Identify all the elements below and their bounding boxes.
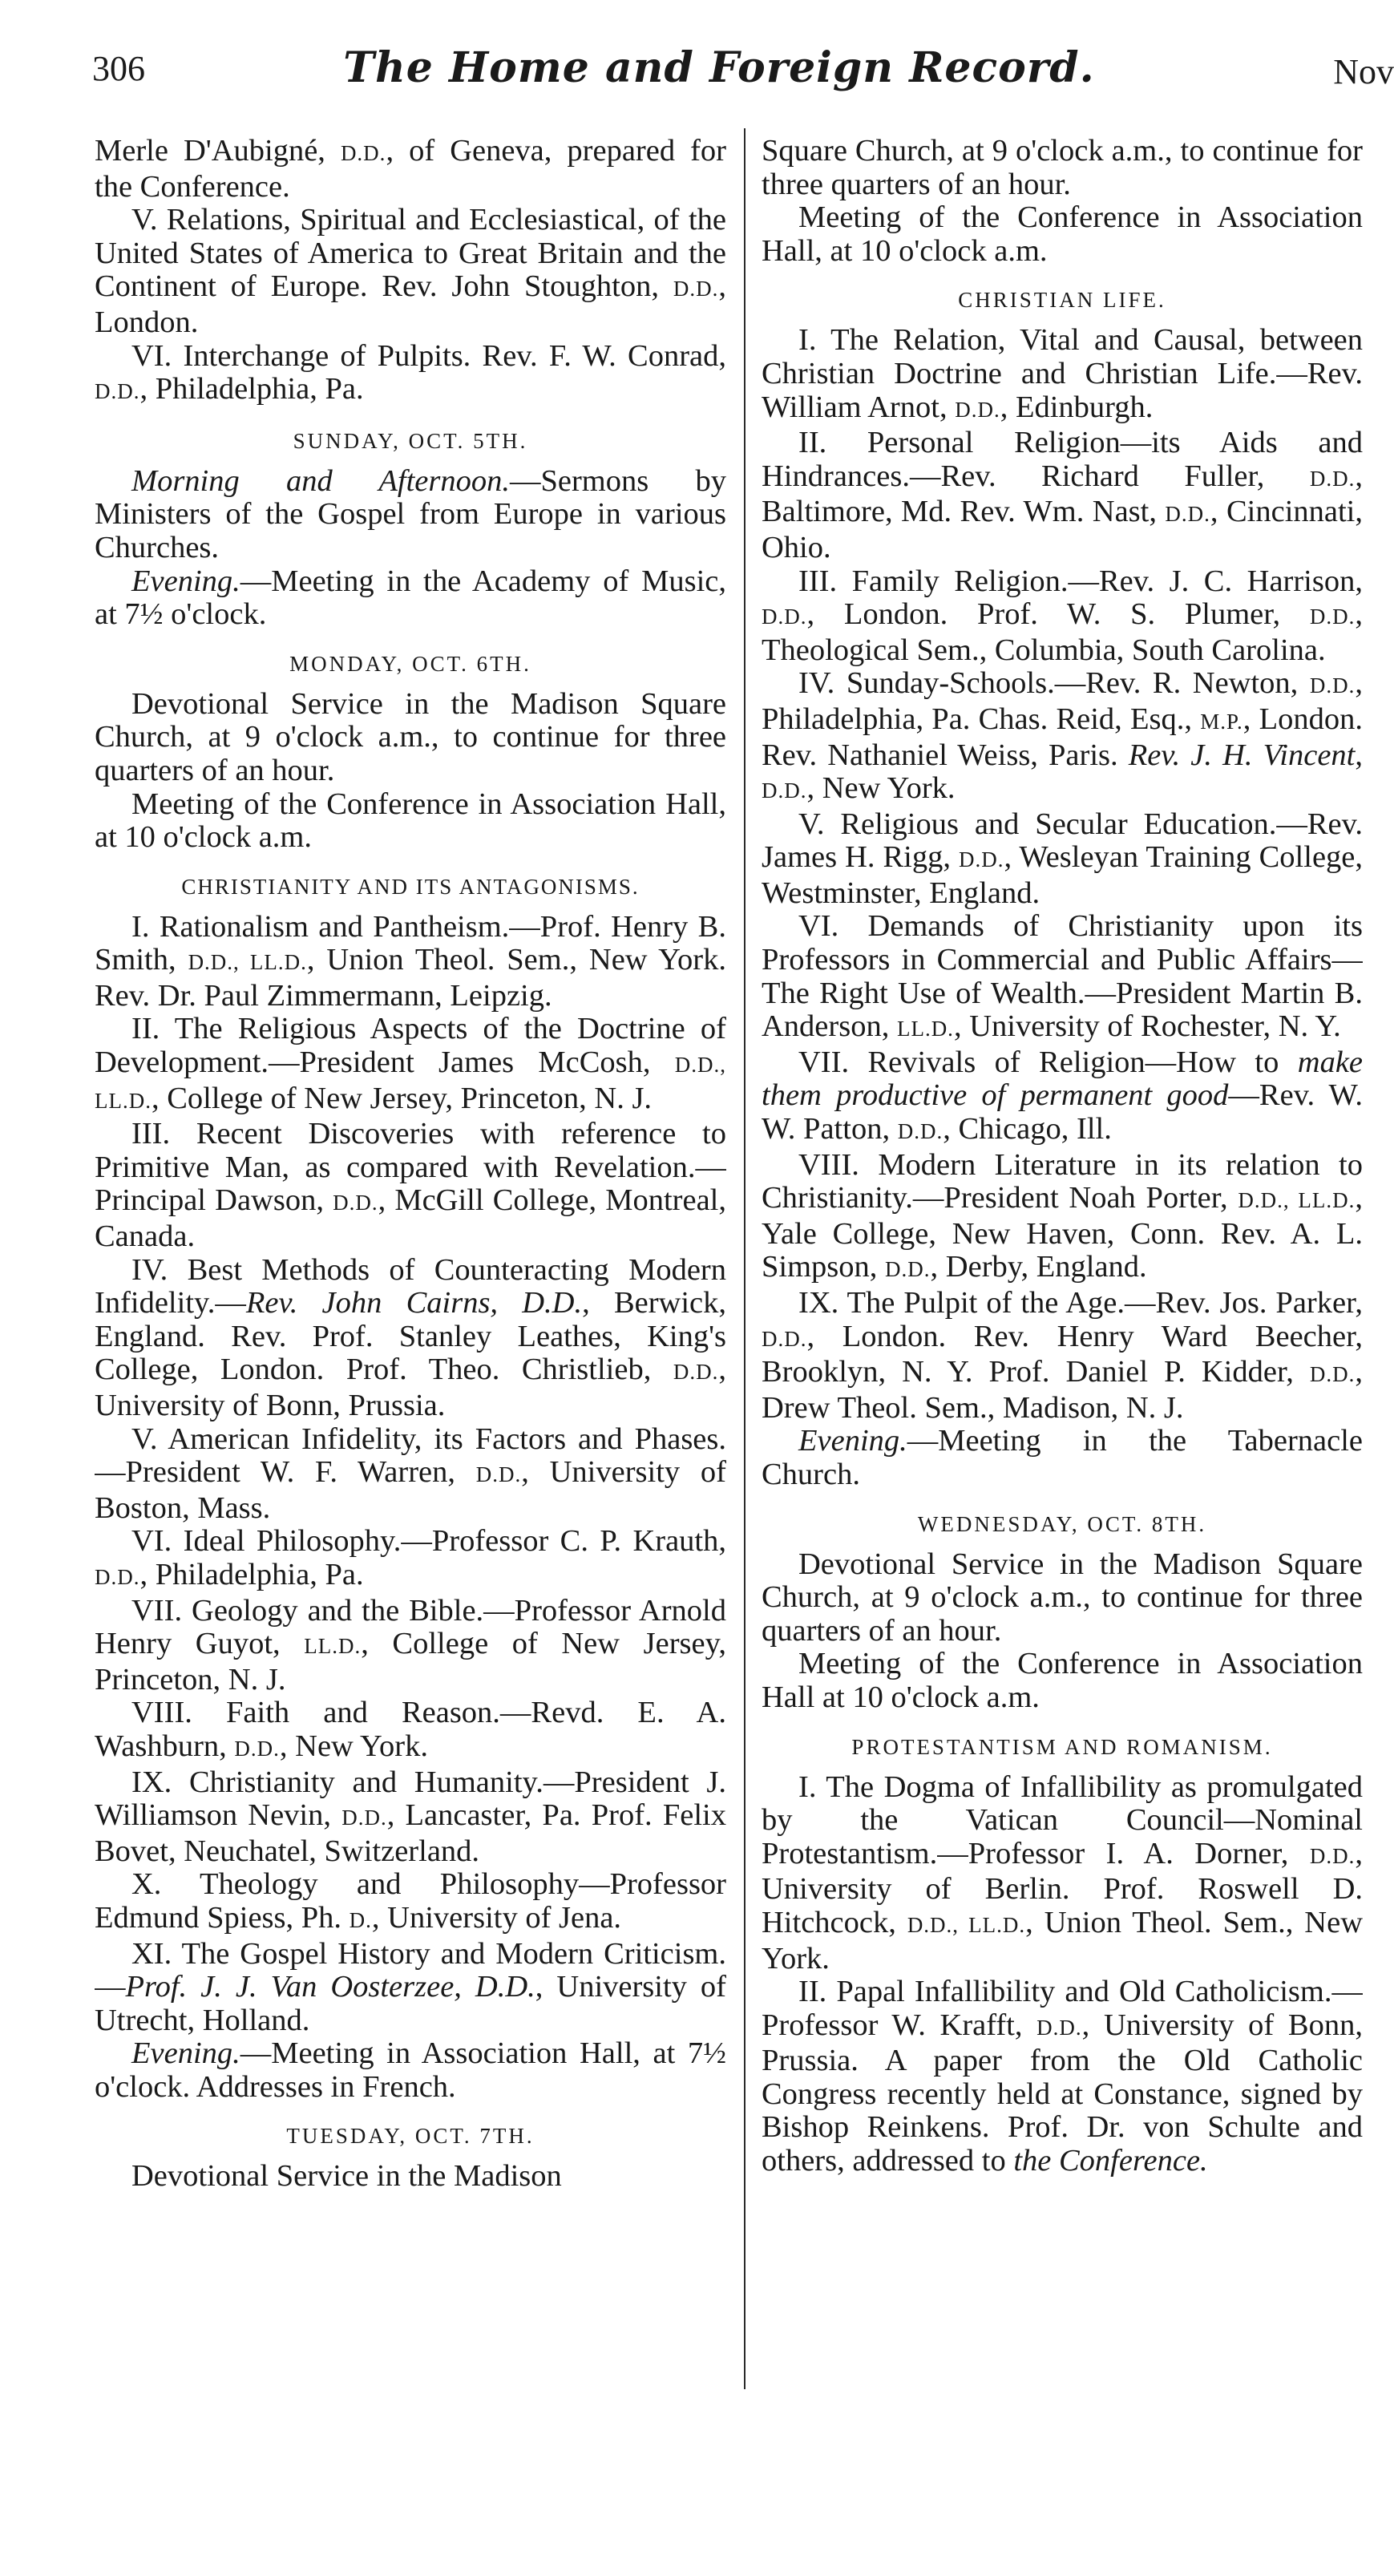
text-run: , New York. (806, 771, 956, 806)
paragraph (95, 565, 726, 632)
paragraph (762, 1425, 1363, 1491)
text-run: II. Papal Infallibility and Old Catholicism.—Professor W. Krafft, (762, 1975, 1363, 2042)
continued-paragraph (95, 135, 726, 204)
text-run: VII. Geology and the Bible.—Professor Arnold Henry Guyot, (95, 1593, 726, 1661)
right-column (762, 135, 1363, 2396)
text-run: , Wesleyan Training College, Westminster, England. (762, 840, 1363, 910)
text-run: III. Recent Discoveries with reference to Primitive Man, as compared with Revelation.—Principal Dawson, (95, 1117, 726, 1218)
text-run: III. Family Religion.—Rev. J. C. Harrison, (798, 564, 1363, 598)
text-run: —Meeting in the Tabernacle Church. (762, 1424, 1363, 1491)
text-run: —Sermons by Ministers of the Gospel from Europe in various Churches. (95, 463, 726, 564)
italic-text: Evening. (798, 1424, 907, 1458)
degree-abbrev: D.D., LL.D. (188, 950, 307, 975)
text-run: VIII. Modern Literature in its relation to Christianity.—President Noah Porter, (762, 1147, 1363, 1215)
running-month: Nov (1333, 52, 1394, 91)
paragraph (95, 204, 726, 339)
degree-abbrev: D.D. (885, 1257, 931, 1282)
paragraph (95, 1696, 726, 1765)
paragraph (95, 1423, 726, 1526)
text-run: , London. Rev. Henry Ward Beecher, Brooklyn, N. Y. Prof. Daniel P. Kidder, (762, 1319, 1363, 1389)
page-header (92, 43, 1394, 112)
degree-abbrev: D.D. (897, 1119, 943, 1144)
text-run: —Meeting in the Academy of Music, at 7½ o'clock. (95, 564, 726, 632)
degree-abbrev: D.D. (1309, 1362, 1356, 1387)
degree-abbrev: D.D., LL.D. (907, 1912, 1026, 1937)
paragraph (762, 1771, 1363, 1976)
text-run: XI. The Gospel History and Modern Criticism.— (95, 1936, 726, 2004)
text-run: , College of New Jersey, Princeton, N. J. (151, 1081, 653, 1115)
text-run: VI. Ideal Philosophy.—Professor C. P. Krauth, (131, 1524, 726, 1559)
text-run: I. Rationalism and Pantheism.—Prof. Henry B. Smith, (95, 909, 726, 977)
paragraph (95, 1868, 726, 1937)
text-run: IX. Christianity and Humanity.—President J. Williamson Nevin, (95, 1765, 726, 1833)
paragraph (95, 1118, 726, 1253)
degree-abbrev: D. (349, 1907, 372, 1932)
text-run: , London. (95, 269, 726, 339)
paragraph (762, 1548, 1363, 1648)
italic-text: Prof. J. J. Van Oosterzee, D.D. (125, 1970, 535, 2004)
text-run: , Theological Sem., Columbia, South Carolina. (762, 597, 1363, 667)
text-run: Meeting of the Conference in Association Hall at 10 o'clock a.m. (762, 1647, 1363, 1714)
paragraph (95, 1013, 726, 1118)
degree-abbrev: D.D. (762, 1326, 807, 1351)
text-run: , Philadelphia, Pa. Chas. Reid, Esq., (762, 666, 1363, 736)
text-run: , College of New Jersey, Princeton, N. J. (95, 1627, 726, 1696)
text-run: , University of Bonn, Prussia. (95, 1353, 726, 1422)
degree-abbrev: D.D. (1309, 1843, 1356, 1868)
degree-abbrev: D.D. (1309, 466, 1356, 491)
degree-abbrev: D.D. (955, 397, 1000, 422)
degree-abbrev: D.D. (1036, 2015, 1082, 2040)
paragraph (95, 340, 726, 409)
text-run: VII. Revivals of Religion—How to (798, 1045, 1298, 1079)
text-run: , University of Berlin. Prof. Roswell D. Hitchcock, (762, 1836, 1363, 1939)
degree-abbrev: M.P. (1200, 709, 1243, 734)
degree-abbrev: D.D. (340, 141, 386, 165)
text-run: , Philadelphia, Pa. (139, 372, 364, 406)
italic-text: Rev. John Cairns, D.D. (245, 1286, 583, 1320)
italic-text: the Conference. (1013, 2144, 1208, 2178)
page-number: 306 (92, 49, 145, 88)
paragraph (762, 201, 1363, 268)
paragraph (95, 911, 726, 1013)
text-run: , Union Theol. Sem., New York. Rev. Dr. Paul Zimmermann, Leipzig. (95, 943, 726, 1013)
degree-abbrev: D.D. (959, 847, 1004, 872)
degree-abbrev: D.D. (95, 379, 140, 404)
text-run: , London. Rev. Nathaniel Weiss, Paris. (762, 702, 1363, 772)
text-run: VI. Demands of Christianity upon its Professors in Commercial and Public Affairs—The Right Use of Wealth.—President Martin B. Anderson, (762, 909, 1363, 1044)
running-title: The Home and Foreign Record. (343, 43, 1095, 92)
text-run: , University of Utrecht, Holland. (95, 1970, 726, 2037)
text-run: , Yale College, New Haven, Conn. Rev. A. L. Simpson, (762, 1181, 1363, 1284)
text-run: Devotional Service in the Madison (131, 2159, 562, 2194)
text-run: V. American Infidelity, its Factors and Phases.—President W. F. Warren, (95, 1421, 726, 1490)
paragraph (762, 667, 1363, 807)
paragraph (95, 1525, 726, 1594)
text-run: I. The Dogma of Infallibility as promulgated by the Vatican Council—Nominal Protestantism. (762, 1769, 1363, 1870)
section-heading: CHRISTIAN LIFE. (958, 288, 1166, 313)
left-column (95, 135, 726, 2396)
text-run: , of Geneva, prepared for the Conference. (95, 135, 726, 204)
text-run: , Baltimore, Md. Rev. Wm. Nast, (762, 459, 1363, 529)
degree-abbrev: D.D. (673, 277, 719, 301)
text-run: —Professor I. A. Dorner, (937, 1836, 1310, 1870)
text-run: Devotional Service in the Madison Square Church, at 9 o'clock a.m., to continue for three quarters of an hour. (762, 1547, 1363, 1648)
text-run: , Lancaster, Pa. Prof. Felix Bovet, Neuchatel, Switzerland. (95, 1798, 726, 1868)
paragraph (95, 2037, 726, 2104)
degree-abbrev: D.D. (341, 1806, 387, 1830)
text-run: , Chicago, Ill. (943, 1112, 1112, 1146)
text-run: II. The Religious Aspects of the Doctrine of Development.—President James McCosh, (95, 1012, 726, 1080)
paragraph (95, 465, 726, 565)
text-run: II. Personal Religion—its Aids and Hindrances.—Rev. Richard Fuller, (762, 426, 1363, 493)
text-run: , Berwick, England. Rev. Prof. Stanley Leathes, King's College, London. Prof. Theo. Christlieb, (95, 1286, 726, 1387)
text-run: V. Religious and Secular Education.—Rev. James H. Rigg, (762, 807, 1363, 875)
degree-abbrev: D.D. (1309, 673, 1356, 698)
paragraph (762, 324, 1363, 427)
text-run: , University of Jena. (371, 1900, 622, 1935)
paragraph (762, 427, 1363, 564)
degree-abbrev: D.D. (234, 1736, 280, 1761)
text-run: Devotional Service in the Madison Square Church, at 9 o'clock a.m., to continue for three quarters of an hour. (95, 686, 726, 787)
text-run: , Philadelphia, Pa. (139, 1557, 364, 1591)
degree-abbrev: D.D. (333, 1191, 378, 1215)
italic-text: make them productive of permanent good (762, 1045, 1363, 1113)
text-run: VI. Interchange of Pulpits. Rev. F. W. Conrad, (131, 338, 726, 373)
paragraph (762, 1287, 1363, 1425)
paragraph (762, 1046, 1363, 1149)
text-run: , Union Theol. Sem., New York. (762, 1905, 1363, 1975)
text-run: , Drew Theol. Sem., Madison, N. J. (762, 1355, 1363, 1425)
italic-text: Rev. J. H. Vincent (1128, 738, 1356, 772)
degree-abbrev: D.D. (95, 1564, 140, 1589)
degree-abbrev: D.D. (475, 1462, 522, 1487)
text-run: , University of Rochester, N. Y. (953, 1009, 1341, 1044)
paragraph (762, 808, 1363, 911)
text-run: I. The Relation, Vital and Causal, between Christian Doctrine and Christian Life.—Rev. William Arnot, (762, 323, 1363, 424)
section-heading: SUNDAY, OCT. 5TH. (293, 428, 528, 453)
section-heading: PROTESTANTISM AND ROMANISM. (851, 1734, 1273, 1759)
text-run: VIII. Faith and Reason.—Revd. E. A. Washburn, (95, 1696, 726, 1763)
section-heading: MONDAY, OCT. 6TH. (289, 651, 531, 676)
text-run: V. Relations, Spiritual and Ecclesiastical, of the United States of America to Great Britain and the Continent of Europe. Rev. John Stoughton, (95, 203, 726, 304)
italic-text: Morning and Afternoon. (131, 463, 510, 498)
degree-abbrev: D.D. (673, 1360, 719, 1385)
text-run: , (1355, 738, 1363, 772)
paragraph (95, 1595, 726, 1697)
text-run: , University of Bonn, Prussia. A paper from the Old Catholic Congress recently held at Constance, signed by Bishop Reinkens. Prof. Dr. von Schulte and others, addressed to (762, 2008, 1363, 2178)
text-run: IX. The Pulpit of the Age.—Rev. Jos. Parker, (798, 1286, 1363, 1320)
paragraph (762, 1149, 1363, 1287)
text-run: , Derby, England. (930, 1250, 1147, 1284)
text-run: , University of Boston, Mass. (95, 1455, 726, 1525)
paragraph (762, 910, 1363, 1045)
column-rule (744, 128, 745, 2389)
text-run: —Rev. W. W. Patton, (762, 1078, 1363, 1146)
paragraph (762, 565, 1363, 668)
text-run: , Edinburgh. (1000, 390, 1154, 424)
text-run: , Cincinnati, Ohio. (762, 495, 1363, 564)
text-run: IV. Sunday-Schools.—Rev. R. Newton, (798, 666, 1310, 701)
text-run: , New York. (279, 1729, 428, 1763)
paragraph (95, 1938, 726, 2038)
section-heading: WEDNESDAY, OCT. 8TH. (917, 1511, 1207, 1536)
degree-abbrev: D.D. (1309, 605, 1356, 629)
degree-abbrev: D.D., LL.D. (1238, 1188, 1356, 1213)
section-heading: TUESDAY, OCT. 7TH. (286, 2124, 535, 2149)
paragraph (95, 688, 726, 788)
text-run: Merle D'Aubigné, (95, 135, 341, 168)
section-heading: CHRISTIANITY AND ITS ANTAGONISMS. (181, 874, 640, 899)
text-run: Meeting of the Conference in Association Hall, at 10 o'clock a.m. (762, 200, 1363, 268)
text-run: X. Theology and Philosophy—Professor Edmund Spiess, Ph. (95, 1867, 726, 1935)
italic-text: Evening. (131, 2036, 240, 2071)
degree-abbrev: LL.D. (304, 1634, 362, 1659)
paragraph (95, 2160, 726, 2194)
paragraph (95, 788, 726, 855)
degree-abbrev: D.D. (762, 778, 807, 803)
paragraph (762, 1975, 1363, 2178)
text-run: , McGill College, Montreal, Canada. (95, 1183, 726, 1254)
text-run: , London. Prof. W. S. Plumer, (806, 597, 1310, 632)
italic-text: Evening. (131, 564, 240, 598)
paragraph (762, 1648, 1363, 1714)
paragraph (95, 1254, 726, 1423)
continued-paragraph (762, 135, 1363, 201)
text-run: Meeting of the Conference in Association Hall, at 10 o'clock a.m. (95, 787, 726, 855)
degree-abbrev: D.D., LL.D. (95, 1053, 726, 1113)
degree-abbrev: D.D. (762, 605, 807, 629)
paragraph (95, 1766, 726, 1869)
text-run: —Meeting in Association Hall, at 7½ o'clock. Addresses in French. (95, 2036, 726, 2104)
degree-abbrev: LL.D. (896, 1017, 954, 1041)
text-run: IV. Best Methods of Counteracting Modern Infidelity.— (95, 1252, 726, 1320)
degree-abbrev: D.D. (1165, 502, 1210, 527)
text-run: Square Church, at 9 o'clock a.m., to continue for three quarters of an hour. (762, 135, 1363, 201)
